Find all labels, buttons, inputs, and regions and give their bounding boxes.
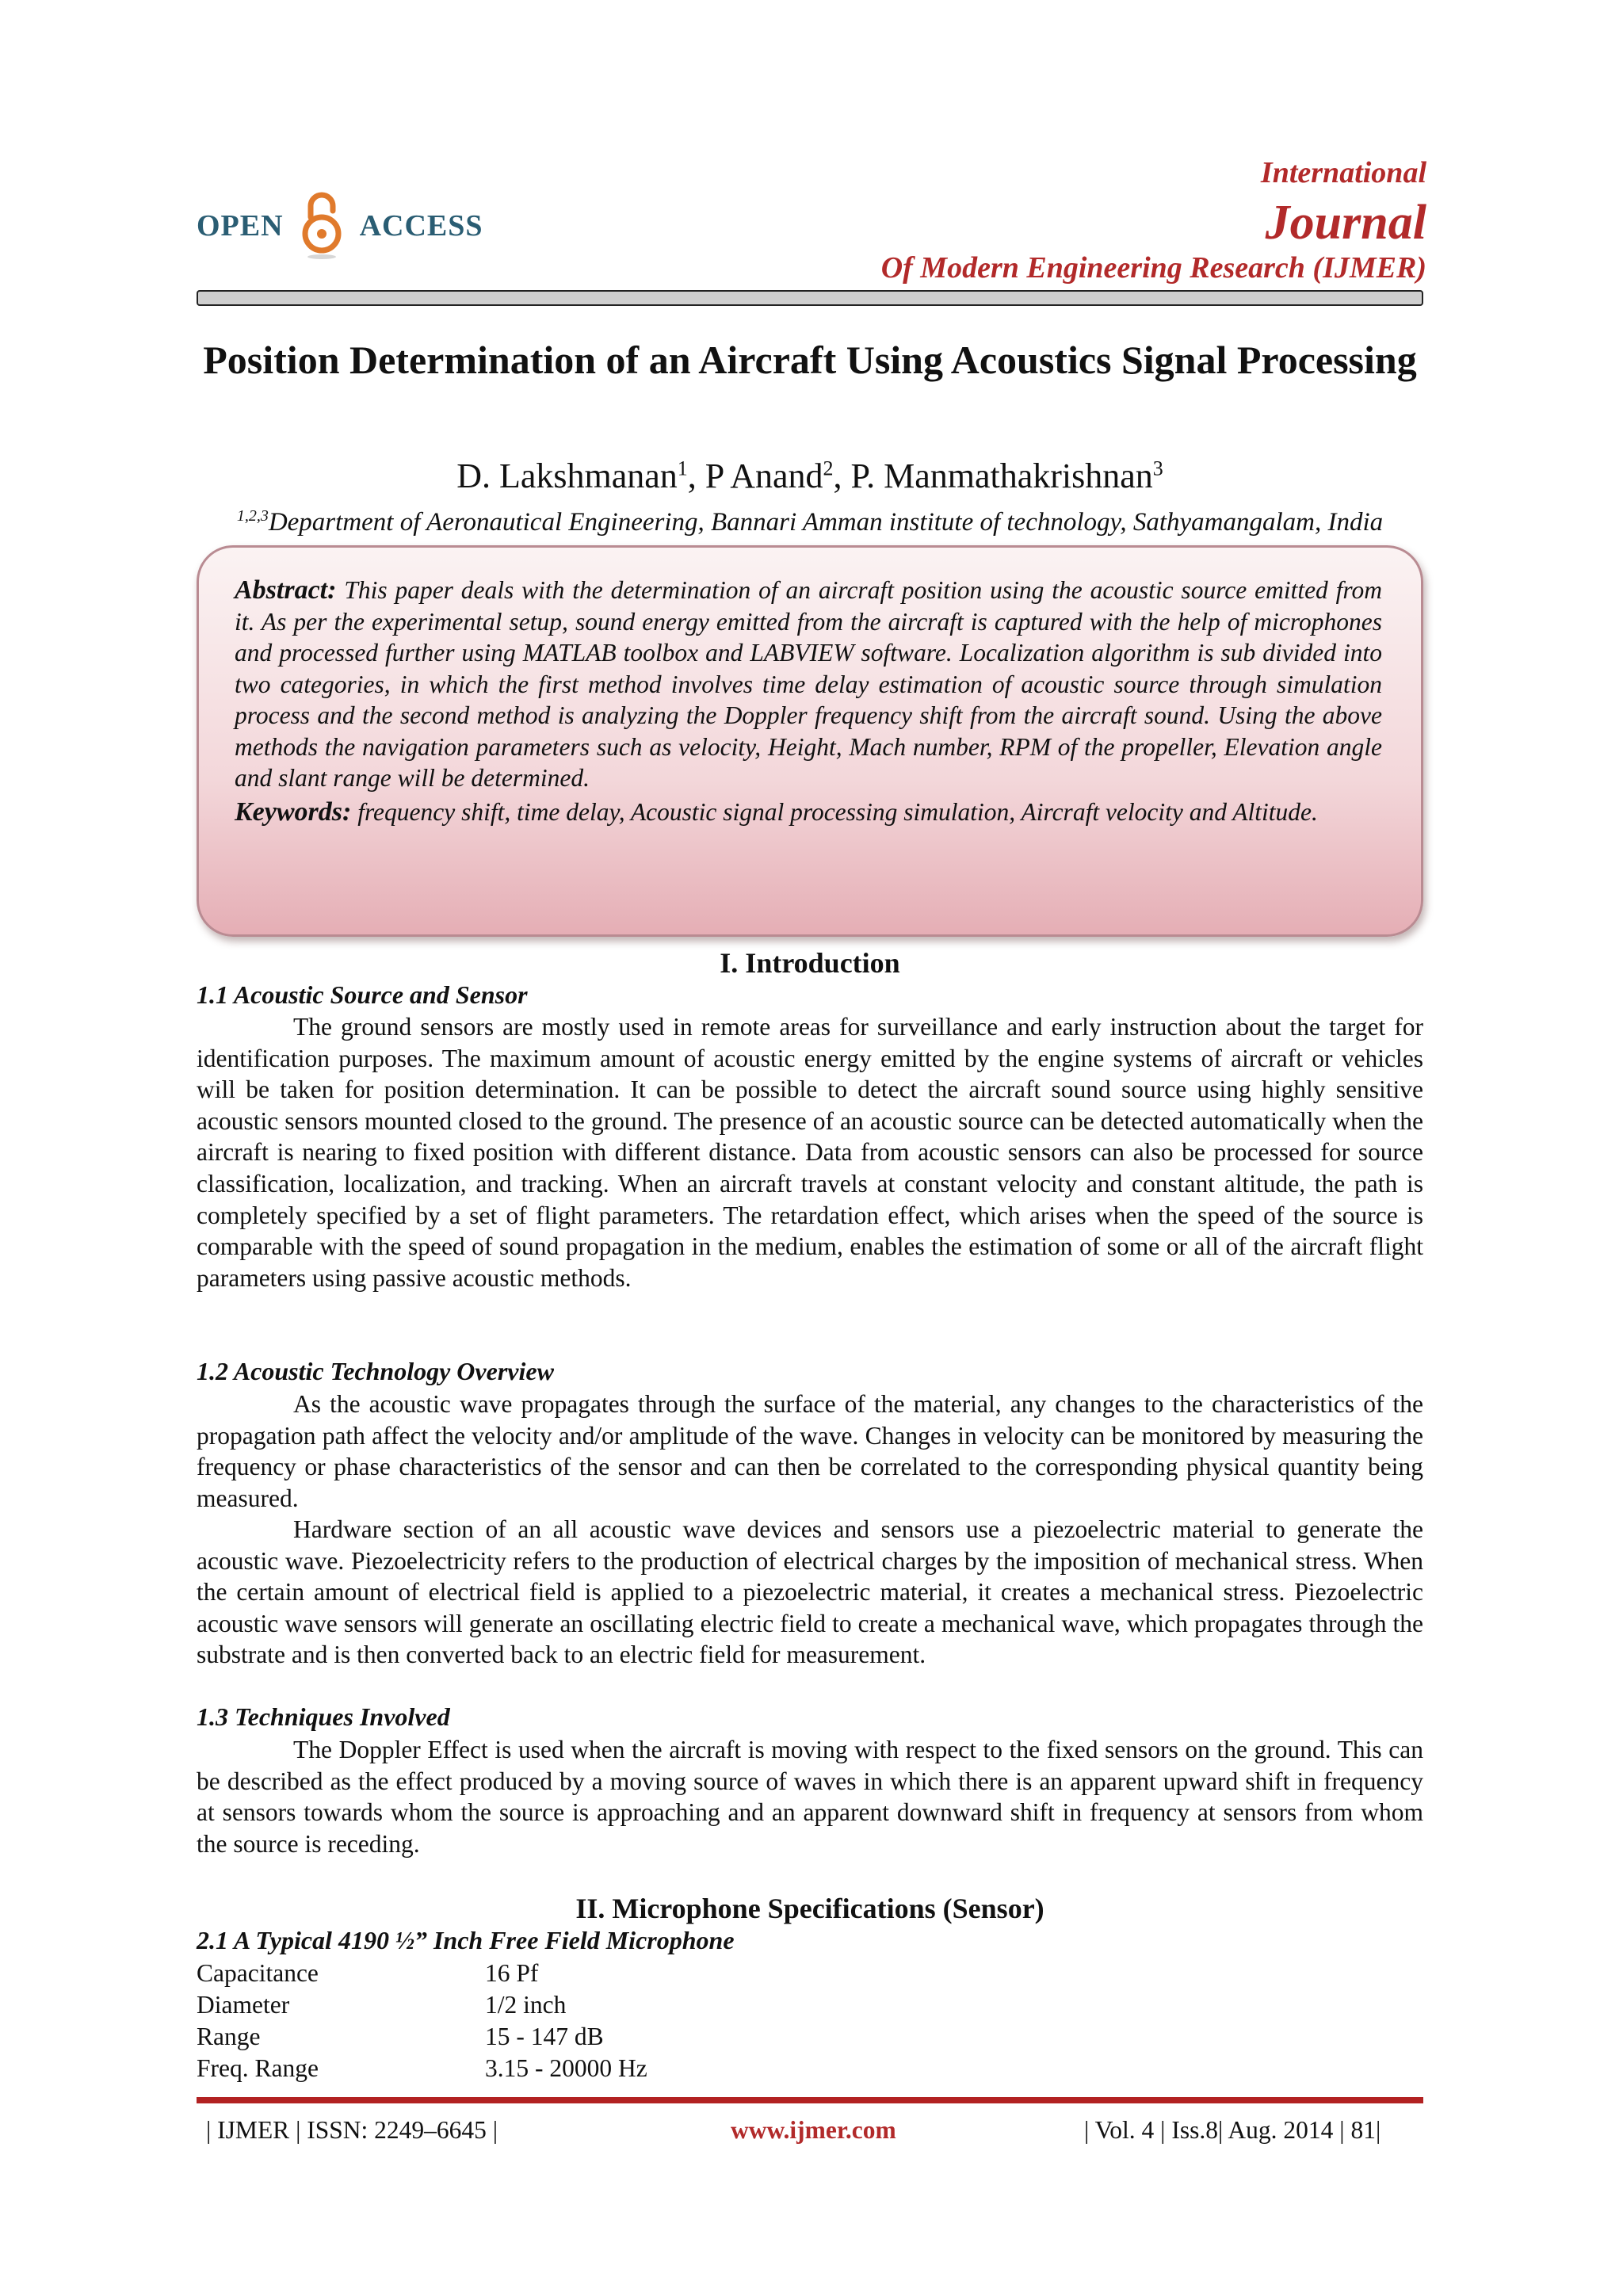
open-access-lock-icon <box>298 190 346 262</box>
abstract-paragraph <box>235 575 1382 794</box>
spec-row <box>197 2053 647 2084</box>
subsection-heading-2-1: 2.1 A Typical 4190 ½” Inch Free Field Microphone <box>197 1926 735 1954</box>
author-name: P. Manmathakrishnan <box>850 457 1153 495</box>
section-heading-introduction: I. Introduction <box>720 947 900 979</box>
footer-website-link[interactable]: www.ijmer.com <box>731 2116 896 2144</box>
footer-divider <box>197 2097 1423 2103</box>
paragraph-text: The Doppler Effect is used when the aircraft is moving with respect to the fixed sensors on the ground. This can be described as the effect produced by a moving source of waves in which there is an apparent upward shift in frequency at sensors towards whom the source is approaching and an apparent downward shift in frequency at sensors from whom the source is receding. <box>197 1736 1423 1858</box>
spec-key: Freq. Range <box>197 2054 319 2082</box>
open-access-logo <box>197 190 483 262</box>
author-name: D. Lakshmanan <box>456 457 678 495</box>
author-list: D. Lakshmanan$^1$, P Anand$^2$, P. Manmathakrishnan$^3$ <box>456 457 1163 495</box>
abstract-label: Abstract: <box>235 575 337 605</box>
affiliation-sup: 1,2,3 <box>236 507 269 525</box>
subsection-heading-1-1: 1.1 Acoustic Source and Sensor <box>197 980 528 1009</box>
spec-value: 15 - 147 dB <box>485 2023 604 2050</box>
paragraph-1-1 <box>197 1011 1423 1293</box>
spec-table <box>197 1958 647 2084</box>
journal-line-subtitle: Of Modern Engineering Research (IJMER) <box>880 251 1426 285</box>
keywords-text: frequency shift, time delay, Acoustic signal processing simulation, Aircraft velocity and Altitude. <box>357 797 1318 826</box>
journal-line-journal: Journal <box>1265 196 1426 250</box>
spec-key: Capacitance <box>197 1959 319 1987</box>
subsection-heading-1-3: 1.3 Techniques Involved <box>197 1702 450 1731</box>
spec-row <box>197 1989 647 2021</box>
paragraph-text: Hardware section of an all acoustic wave devices and sensors use a piezoelectric material to generate the acoustic wave. Piezoelectricity refers to the production of electrical charges by the imposition of mechanical stress. When the certain amount of electrical field is applied to a piezoelectric material, it creates a mechanical stress. Piezoelectric acoustic wave sensors will generate an oscillating electric field to create a mechanical wave, which propagates through the substrate and is then converted back to an electric field for measurement. <box>197 1515 1423 1669</box>
paragraph-1-2a <box>197 1389 1423 1514</box>
spec-row <box>197 2021 647 2053</box>
author-sup: 3 <box>1152 457 1163 480</box>
keywords-label: Keywords: <box>235 797 352 827</box>
spec-key: Range <box>197 2023 261 2050</box>
paper-title: Position Determination of an Aircraft Using Acoustics Signal Processing <box>203 338 1417 382</box>
spec-value: 1/2 inch <box>485 1991 567 2019</box>
header-divider <box>197 290 1423 306</box>
paragraph-1-2b <box>197 1514 1423 1671</box>
spec-key: Diameter <box>197 1991 290 2019</box>
spec-value: 3.15 - 20000 Hz <box>485 2054 647 2082</box>
keywords-paragraph <box>235 794 1382 831</box>
spec-value: 16 Pf <box>485 1959 539 1987</box>
affiliation <box>197 507 1423 537</box>
footer-left: | IJMER | ISSN: 2249–6645 | <box>206 2116 498 2144</box>
paragraph-1-3 <box>197 1734 1423 1859</box>
paragraph-text: As the acoustic wave propagates through the surface of the material, any changes to the characteristics of the propagation path affect the velocity and/or amplitude of the wave. Changes in velocity can be monitored by measuring the frequency or phase characteristics of the sensor and can then be correlated to the corresponding physical quantity being measured. <box>197 1390 1423 1512</box>
access-word: ACCESS <box>359 209 483 243</box>
section-heading-microphone: II. Microphone Specifications (Sensor) <box>575 1893 1044 1924</box>
footer-right: | Vol. 4 | Iss.8| Aug. 2014 | 81| <box>1084 2116 1381 2144</box>
open-word: OPEN <box>197 209 284 243</box>
author-sup: 1 <box>677 457 688 480</box>
journal-line-international: International <box>1260 156 1426 189</box>
author-name: P Anand <box>705 457 823 495</box>
abstract-text: This paper deals with the determination of an aircraft position using the acoustic source emitted from it. As per the experimental setup, sound energy emitted from the aircraft is captured with the help of microphones and processed further using MATLAB toolbox and LABVIEW software. Localization algorithm is sub divided into two categories, in which the first method involves time delay estimation of acoustic source through simulation process and the second method is analyzing the Doppler frequency shift from the aircraft sound. Using the above methods the navigation parameters such as velocity, Height, Mach number, RPM of the propeller, Elevation angle and slant range will be determined. <box>235 576 1383 792</box>
abstract <box>235 575 1382 831</box>
author-sup: 2 <box>823 457 834 480</box>
affiliation-text: Department of Aeronautical Engineering, Bannari Amman institute of technology, Sathyamangalam, India <box>268 508 1384 537</box>
subsection-heading-1-2: 1.2 Acoustic Technology Overview <box>197 1357 554 1385</box>
paragraph-text: The ground sensors are mostly used in remote areas for surveillance and early instruction about the target for identification purposes. The maximum amount of acoustic energy emitted by the engine systems of aircraft or vehicles will be taken for position determination. It can be possible to detect the aircraft sound source using highly sensitive acoustic sensors mounted closed to the ground. The presence of an acoustic source can be detected automatically when the aircraft is nearing to fixed position with different distance. Data from acoustic sensors can also be processed for source classification, localization, and tracking. When an aircraft travels at constant velocity and constant altitude, the path is completely specified by a set of flight parameters. The retardation effect, which arises when the speed of the source is comparable with the speed of sound propagation in the medium, enables the estimation of some or all of the aircraft flight parameters using passive acoustic methods. <box>197 1013 1423 1292</box>
spec-row <box>197 1958 647 1989</box>
